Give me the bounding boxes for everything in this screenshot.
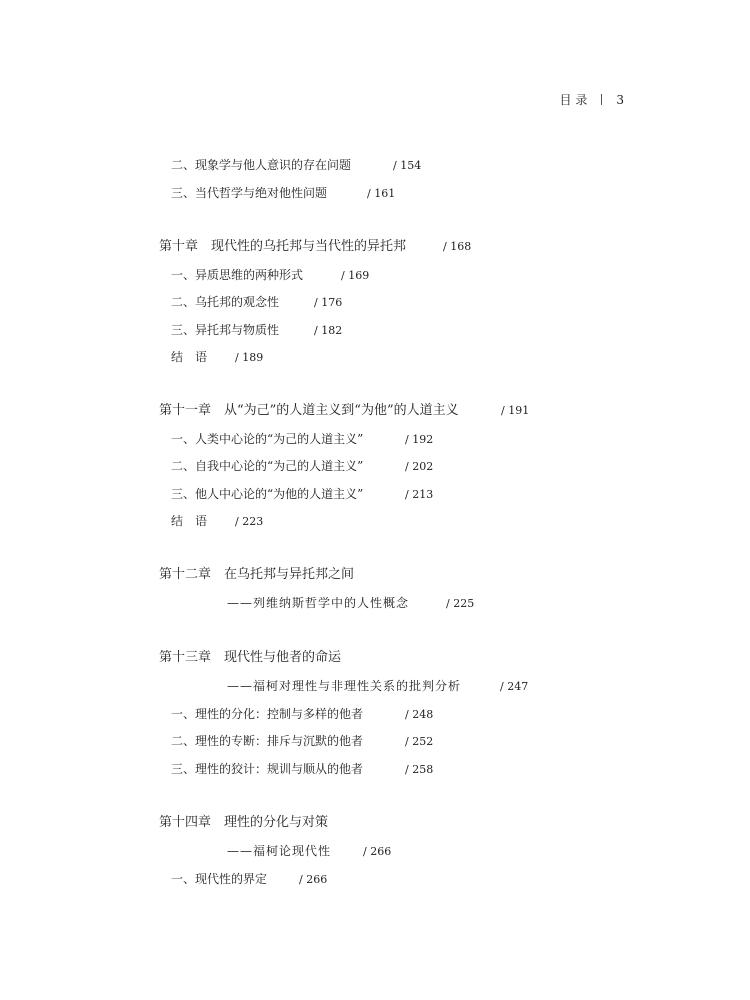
toc-entry-page: / 191	[501, 404, 530, 417]
toc-entry-title: 二、理性的专断：排斥与沉默的他者	[171, 734, 364, 748]
running-header-title: 目 录	[559, 93, 588, 107]
toc-entry-page: / 247	[500, 680, 529, 693]
toc-entry-title: 三、当代哲学与绝对他性问题	[171, 186, 328, 200]
toc-entry-page: / 225	[446, 597, 475, 610]
toc-entry-title: 一、人类中心论的“为己的人道主义”	[171, 432, 364, 446]
toc-subtitle-text: ——福柯论现代性	[227, 844, 332, 858]
toc-entry-page: / 248	[405, 708, 434, 721]
running-header-page-number: 3	[616, 92, 624, 107]
toc-chapter-subtitle	[227, 678, 528, 695]
toc-entry	[171, 431, 433, 448]
toc-entry-page: / 252	[405, 735, 434, 748]
toc-entry-title: 一、理性的分化：控制与多样的他者	[171, 707, 364, 721]
toc-chapter	[159, 650, 341, 666]
toc-entry-page: / 189	[235, 351, 264, 364]
toc-entry	[171, 733, 433, 750]
toc-entry-page: / 168	[443, 240, 472, 253]
toc-chapter	[159, 403, 529, 419]
toc-entry-page: / 161	[367, 187, 396, 200]
toc-entry-title: 三、他人中心论的“为他的人道主义”	[171, 487, 364, 501]
toc-chapter	[159, 239, 471, 255]
toc-chapter-title: 第十一章 从“为己”的人道主义到“为他”的人道主义	[159, 403, 459, 418]
toc-entry-page: / 202	[405, 460, 434, 473]
toc-entry-title: 二、乌托邦的观念性	[171, 295, 280, 309]
toc-chapter-title: 第十章 现代性的乌托邦与当代性的异托邦	[159, 239, 407, 254]
toc-chapter-title: 第十四章 理性的分化与对策	[159, 815, 329, 830]
toc-entry-title: 二、自我中心论的“为己的人道主义”	[171, 459, 364, 473]
toc-entry-title: 二、现象学与他人意识的存在问题	[171, 158, 352, 172]
toc-entry-title: 一、异质思维的两种形式	[171, 268, 304, 282]
toc-entry	[171, 157, 421, 174]
toc-chapter	[159, 567, 354, 583]
toc-entry	[171, 294, 342, 311]
toc-chapter-subtitle	[227, 595, 474, 612]
toc-entry	[171, 322, 342, 339]
toc-entry	[171, 267, 369, 284]
toc-entry-page: / 192	[405, 433, 434, 446]
toc-entry	[171, 185, 395, 202]
toc-entry	[171, 871, 327, 888]
toc-entry-page: / 266	[299, 873, 328, 886]
toc-entry-page: / 169	[341, 269, 370, 282]
toc-chapter-title: 第十二章 在乌托邦与异托邦之间	[159, 567, 355, 582]
toc-entry	[171, 513, 263, 530]
toc-entry-title: 一、现代性的界定	[171, 872, 268, 886]
toc-entry	[171, 706, 433, 723]
toc-entry	[171, 349, 263, 366]
toc-entry	[171, 761, 433, 778]
toc-chapter	[159, 815, 328, 831]
toc-entry-page: / 258	[405, 763, 434, 776]
toc-subtitle-text: ——福柯对理性与非理性关系的批判分析	[227, 679, 462, 693]
toc-entry-page: / 182	[314, 324, 343, 337]
toc-entry-title: 结 语	[171, 514, 208, 528]
toc-entry-page: / 266	[363, 845, 392, 858]
toc-entry-page: / 154	[393, 159, 422, 172]
toc-entry	[171, 458, 433, 475]
toc-entry	[171, 486, 433, 503]
toc-chapter-title: 第十三章 现代性与他者的命运	[159, 650, 342, 665]
toc-entry-title: 结 语	[171, 350, 208, 364]
toc-subtitle-text: ——列维纳斯哲学中的人性概念	[227, 596, 410, 610]
toc-entry-page: / 176	[314, 296, 343, 309]
toc-entry-title: 三、理性的狡计：规训与顺从的他者	[171, 762, 364, 776]
toc-entry-title: 三、异托邦与物质性	[171, 323, 280, 337]
toc-entry-page: / 213	[405, 488, 434, 501]
toc-chapter-subtitle	[227, 843, 391, 860]
toc-entry-page: / 223	[235, 515, 264, 528]
